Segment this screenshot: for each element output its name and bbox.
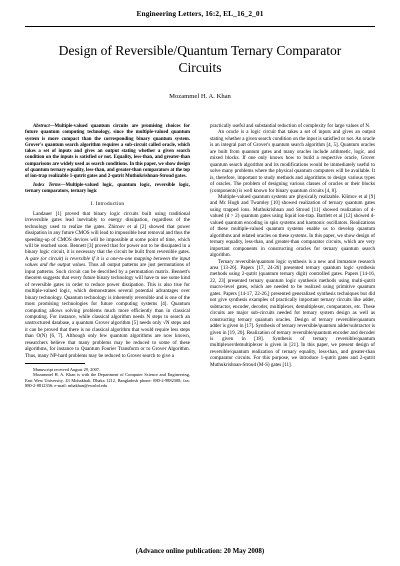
right-paragraph-2: An oracle is a logic circuit that takes a set of inputs and gives an output stating whether a given search condition on the input is satisfied or not. An oracle is an integral part of Grover's quantum search algorithm [4, 5]. Quantum oracles are built from quantum gates and many oracles include arithmetic, logic, and mixed blocks. If one only knows how to build a respective oracle, Grover quantum search algorithm and its modifications would be immediately useful to solve many problems where the physical quantum computers will be available. It is, therefore, important to study methods and algorithms to design various types of oracles. The problem of designing various classes of oracles or their blocks (components) is well known for binary quantum circuits [4, 8]. [210,129,375,194]
intro-paragraph [25,211,190,359]
right-paragraph-1: practically useful and substantial reduction of complexity for large values of N. [210,123,371,129]
right-paragraph-4: Ternary reversible/quantum logic synthesis is a new and immature research area [13-26]. Papers [17, 24-26] presented ternary quantum logic synthesis methods using 2-qutrit (quantum ternary digit) controlled gates. Papers [14-16, 22, 23] presented ternary quantum logic synthesis methods using multi-qutrit macro-level gates, which are needed to be realized using primitive quantum gates. Papers [14-17, 22-26,] presented generalized synthesis techniques but did not give synthesis examples of practically important ternary circuits like adder, subtractor, encoder, decoder, multiplexer, demultiplexer, comparators, etc. These circuits are major sub-circuits needed for ternary system design as well as constructing ternary quantum oracles. Design of ternary reversible/quantum adder is given in [17]. Synthesis of ternary reversible/quantum adder/subtractor is given in [19, 20]. Realization of ternary reversible/quantum encoder and decoder is given in [18]. Synthesis of ternary reversible/quantum multiplexer/demultiplexer is given in [21]. In this paper, we present design of reversible/quantum realization of ternary equality, less-than, and greater-than comparator circuits. For this purpose, we introduce 1-qutrit gates and 2-qutrit Muthukrishnan-Stroud (M-S) gates [11]. [210,258,375,368]
index-terms-label: Index Terms [33,182,61,188]
index-terms [25,183,190,196]
footnote [25,367,190,388]
left-column [25,124,190,388]
right-column [210,123,375,368]
intro-text-a: Landauer [1] proved that binary logic circuits built using traditional irreversible gates lead inevitably to energy dissipation, regardless of the technology used to realize the gates. Zhirnov et al [2] showed that power dissipation in any future CMOS will lead to impossible heat removal and thus the speeding-up of CMOS devices will be impossible at some point of time, which will be reached soon. Bennett [3] proved that for power not to be dissipated in a binary logic circuit, it is necessary that the circuit be built from reversible gates. A [25,210,190,262]
footnote-affiliation: Mozammel H. A. Khan is with the Department of Computer Science and Engineering, East West University, 43 Mohakhali, Dhaka 1212, Bangladesh phone: 880-2-9882308; fax: 880-2-8812336; e-mail: mhakhan@ewubd.edu [25,372,190,389]
abstract [25,124,190,181]
journal-header: Engineering Letters, 16:2, EL_16_2_01 [136,9,264,18]
header-rule [25,26,375,27]
right-paragraph-3: Multiple-valued quantum systems are physically realizable. Klimov et al [9] and Mc Hugh and Twamley [10] showed realization of ternary quantum gates using trapped ions. Muthukrishnan and Stroud [11] showed realization of d-valued (d > 2) quantum gates using liquid ion-trap. Bartlett et al [12] showed d-valued quantum encoding in spin systems and harmonic oscillators. Realizations of these multiple-valued quantum systems enable us to develop quantum algorithms and related oracles on these systems. In this paper, we show design of ternary equality, less-than, and greater-than comparator circuits, which are very important components in constructing oracles for ternary quantum search algorithm. [210,193,375,259]
intro-text-b: Thus all output patterns are just permutations of input patterns. Such circuit can be described by a permutation matrix. Bennett's theorem suggests that every future binary technology will have to use some kind of reversible gates in order to reduce power dissipation. This is also true for multiple-valued logic, which demonstrates several potential advantages over binary technology. Quantum technology is inherently reversible and is one of the most promising technologies for future computing systems [4]. Quantum computing allows solving problems much more efficiently than in classical computing. For instance, while classical algorithm needs N steps to search an unstructured database, a quantum Grover algorithm [5] needs only √N steps and it can be proved that there is no classical algorithm that would require less steps than O(N) [6, 7]. Although only few quantum algorithms are now known, researchers believe that many problems may be reduced to some of these algorithms, for instance to Quantum Fourier Transform or to Grover Algorithm. Thus, many NP-hard problems may be reduced to Grover search to give a [25,262,190,359]
index-terms-text: —Multiple-valued logic, quantum logic, reversible logic, ternary comparators, ternary logic [25,182,190,194]
publication-note: (Advance online publication: 20 May 2008) [135,547,265,555]
paper-title: Design of Reversible/Quantum Ternary Comparator Circuits [58,43,342,75]
section-heading-introduction: I. Introduction [90,201,125,208]
footnote-received: Manuscript received August 29, 2007. [33,367,101,373]
intro-text-italic: gate (or circuit) is reversible if it is a one-to-one mapping between the input values and the output values. [25,255,190,269]
footnote-rule [25,363,85,364]
abstract-label: Abstract [33,124,50,129]
author-name: Mozammel H. A. Khan [169,93,231,100]
abstract-text: —Multiple-valued quantum circuits are promising choices for future quantum computing technology, since the multiple-valued quantum system is more compact than the corresponding binary quantum system. Grover's quantum search algorithm requires a sub-circuit called oracle, which takes a set of inputs and gives an output stating whether a given search condition on the inputs is satisfied or not. Equality, less-than, and greater-than comparisons are widely used as search conditions. In this paper, we show design of quantum ternary equality, less-than, and greater-than comparators at the top of ion-trap realizable 1-qutrit gates and 2-qutrit Muthukrishnan-Stroud gates. [25,124,190,180]
